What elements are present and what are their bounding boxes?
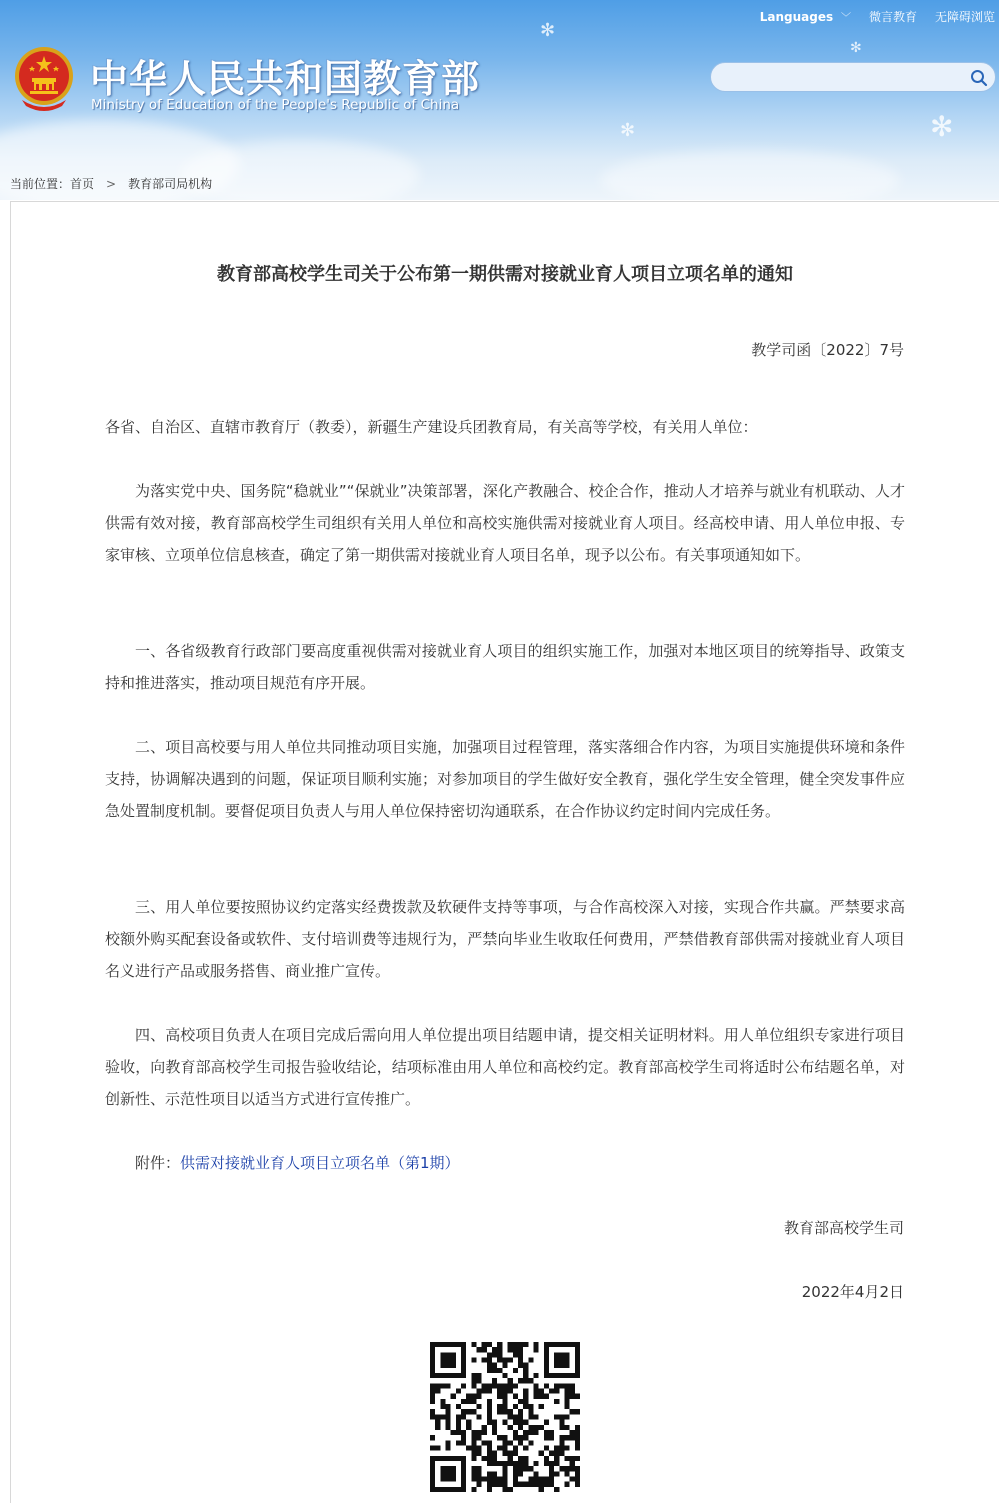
top-nav (760, 8, 995, 25)
chevron-down-icon: ﹀ (840, 13, 851, 24)
national-emblem-icon (12, 44, 76, 114)
signature-department: 教育部高校学生司 (783, 1219, 904, 1237)
document-number: 教学司函〔2022〕7号 (751, 341, 904, 359)
attachment-link[interactable]: 供需对接就业育人项目立项名单（第1期） (180, 1154, 460, 1172)
dandelion-decoration: ✻ (850, 40, 862, 56)
dandelion-decoration: ✻ (540, 20, 556, 41)
search-icon[interactable] (969, 68, 989, 88)
article-title: 教育部高校学生司关于公布第一期供需对接就业育人项目立项名单的通知 (217, 264, 793, 285)
accessibility-link[interactable]: 无障碍浏览 (934, 10, 995, 24)
chevron-right-icon: > (106, 177, 117, 191)
languages-menu[interactable] (760, 9, 851, 24)
breadcrumb (10, 175, 212, 192)
article-salutation: 各省、自治区、直辖市教育厅（教委），新疆生产建设兵团教育局，有关高等学校，有关用人单位： (105, 418, 758, 436)
article-paragraph: 一、各省级教育行政部门要高度重视供需对接就业育人项目的组织实施工作，加强对本地区项目的统筹指导、政策支持和推进落实，推动项目规范有序开展。 (105, 642, 905, 692)
dandelion-decoration: ✻ (930, 110, 954, 143)
article-paragraph: 三、用人单位要按照协议约定落实经费拨款及软硬件支持等事项，与合作高校深入对接，实现合作共赢。严禁要求高校额外购买配套设备或软件、支付培训费等违规行为，严禁向毕业生收取任何费用，严禁借教育部供需对接就业育人项目名义进行产品或服务搭售、商业推广宣传。 (105, 898, 905, 980)
article-panel (10, 201, 999, 1503)
article-paragraph: 为落实党中央、国务院“稳就业”“保就业”决策部署，深化产教融合、校企合作，推动人才培养与就业有机联动、人才供需有效对接，教育部高校学生司组织有关用人单位和高校实施供需对接就业育人项目。经高校申请、用人单位申报、专家审核、立项单位信息核查，确定了第一期供需对接就业育人项目名单，现予以公布。有关事项通知如下。 (105, 482, 905, 564)
article-paragraph: 二、项目高校要与用人单位共同推动项目实施，加强项目过程管理，落实落细合作内容，为项目实施提供环境和条件支持，协调解决遇到的问题，保证项目顺利实施；对参加项目的学生做好安全教育，强化学生安全管理，健全突发事件应急处置制度机制。要督促项目负责人与用人单位保持密切沟通联系，在合作协议约定时间内完成任务。 (105, 738, 905, 820)
attachment-label: 附件： (135, 1154, 181, 1172)
header-cloud (180, 140, 420, 200)
breadcrumb-home[interactable]: 首页 (70, 177, 95, 191)
article-paragraph: 四、高校项目负责人在项目完成后需向用人单位提出项目结题申请，提交相关证明材料。用人单位组织专家进行项目验收，向教育部高校学生司报告验收结论，结项标准由用人单位和高校约定。教育部高校学生司将适时公布结题名单，对创新性、示范性项目以适当方式进行宣传推广。 (105, 1026, 905, 1108)
search-box (710, 62, 996, 92)
search-input[interactable] (723, 68, 957, 88)
dandelion-decoration: ✻ (620, 120, 636, 141)
qr-code (430, 1342, 580, 1492)
header-cloud (600, 150, 900, 200)
languages-label: Languages (759, 10, 834, 24)
signature-date: 2022年4月2日 (801, 1283, 904, 1301)
breadcrumb-prefix: 当前位置： (10, 177, 71, 191)
attachment-line (105, 1147, 905, 1179)
weiyan-link[interactable]: 微言教育 (868, 10, 917, 24)
site-header (0, 0, 999, 200)
site-title: 中华人民共和国教育部 (90, 57, 481, 101)
site-subtitle: Ministry of Education of the People's Republic of China (91, 97, 460, 113)
breadcrumb-current[interactable]: 教育部司局机构 (128, 177, 213, 191)
